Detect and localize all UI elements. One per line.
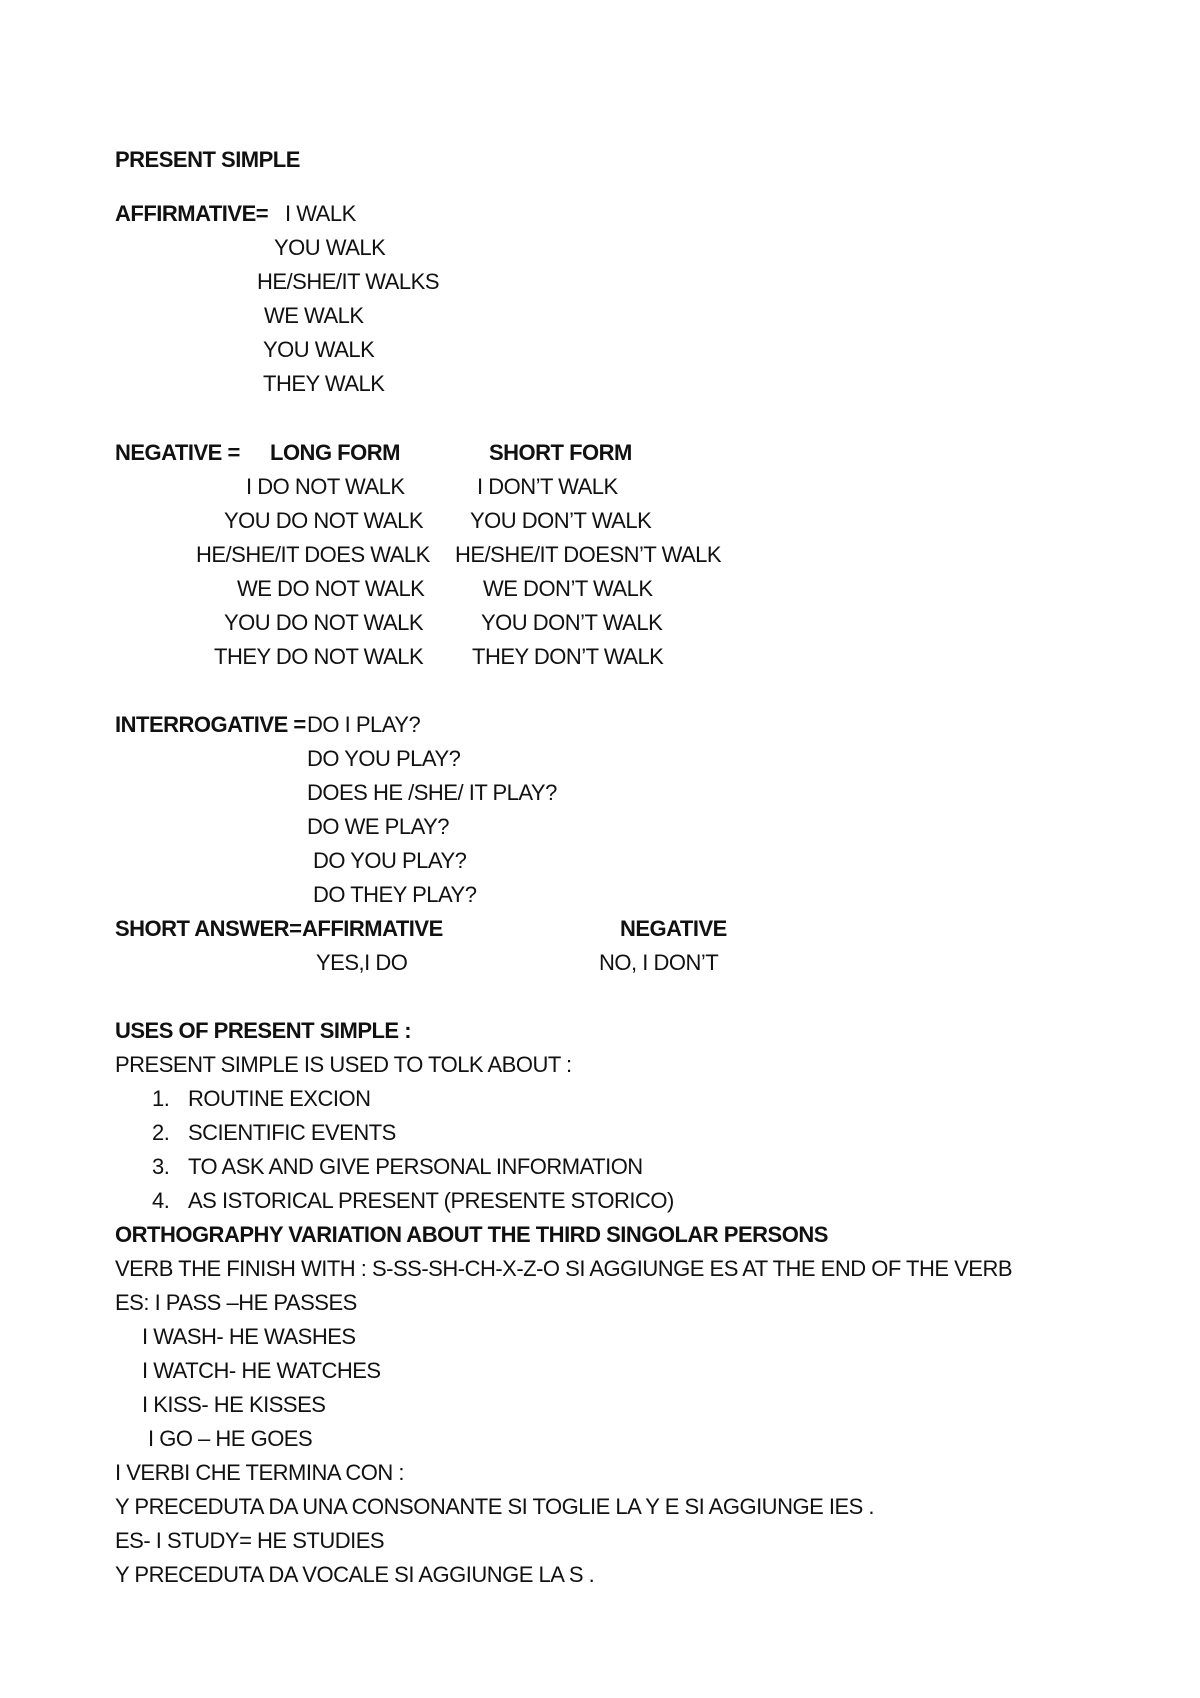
interrogative-form: DO YOU PLAY?	[313, 848, 467, 873]
interrogative-form: DO I PLAY?	[307, 712, 421, 737]
orthography-rule: VERB THE FINISH WITH : S-SS-SH-CH-X-Z-O SI AGGIUNGE ES AT THE END OF THE VERB	[115, 1256, 1013, 1281]
list-item-number: 2.	[152, 1120, 170, 1145]
orthography-example: ES: I PASS –HE PASSES	[115, 1290, 357, 1315]
affirmative-form: I WALK	[285, 201, 356, 226]
affirmative-label: AFFIRMATIVE=	[115, 201, 269, 226]
negative-short-form: YOU DON’T WALK	[481, 610, 663, 635]
affirmative-form: THEY WALK	[263, 371, 385, 396]
negative-long-form: THEY DO NOT WALK	[214, 644, 424, 669]
orthography-example: I KISS- HE KISSES	[142, 1392, 326, 1417]
verbs-intro: I VERBI CHE TERMINA CON :	[115, 1460, 405, 1485]
list-item: SCIENTIFIC EVENTS	[188, 1120, 396, 1145]
list-item: ROUTINE EXCION	[188, 1086, 371, 1111]
short-answer-affirmative-header: AFFIRMATIVE	[302, 916, 443, 941]
list-item-number: 4.	[152, 1188, 170, 1213]
negative-label: NEGATIVE =	[115, 440, 240, 465]
negative-long-form: WE DO NOT WALK	[237, 576, 425, 601]
affirmative-form: WE WALK	[264, 303, 364, 328]
negative-short-form: WE DON’T WALK	[483, 576, 653, 601]
short-answer-affirmative-example: YES,I DO	[316, 950, 408, 975]
orthography-example: I WATCH- HE WATCHES	[142, 1358, 381, 1383]
negative-short-form: THEY DON’T WALK	[472, 644, 664, 669]
list-item-number: 3.	[152, 1154, 170, 1179]
orthography-example: I GO – HE GOES	[148, 1426, 313, 1451]
list-item: AS ISTORICAL PRESENT (PRESENTE STORICO)	[188, 1188, 674, 1213]
short-answer-negative-header: NEGATIVE	[620, 916, 727, 941]
affirmative-form: HE/SHE/IT WALKS	[257, 269, 439, 294]
consonant-example: ES- I STUDY= HE STUDIES	[115, 1528, 385, 1553]
interrogative-form: DO THEY PLAY?	[313, 882, 477, 907]
negative-short-form: I DON’T WALK	[477, 474, 618, 499]
interrogative-form: DOES HE /SHE/ IT PLAY?	[307, 780, 557, 805]
orthography-heading: ORTHOGRAPHY VARIATION ABOUT THE THIRD SINGOLAR PERSONS	[115, 1222, 828, 1247]
negative-short-form: HE/SHE/IT DOESN’T WALK	[455, 542, 722, 567]
interrogative-label: INTERROGATIVE =	[115, 712, 306, 737]
affirmative-form: YOU WALK	[263, 337, 375, 362]
uses-heading: USES OF PRESENT SIMPLE :	[115, 1018, 412, 1043]
uses-intro: PRESENT SIMPLE IS USED TO TOLK ABOUT :	[115, 1052, 572, 1077]
page-title: PRESENT SIMPLE	[115, 147, 300, 172]
consonant-rule: Y PRECEDUTA DA UNA CONSONANTE SI TOGLIE LA Y E SI AGGIUNGE IES .	[115, 1494, 875, 1519]
negative-long-form: HE/SHE/IT DOES WALK	[196, 542, 430, 567]
negative-long-form: YOU DO NOT WALK	[224, 508, 424, 533]
short-form-header: SHORT FORM	[489, 440, 632, 465]
vowel-rule: Y PRECEDUTA DA VOCALE SI AGGIUNGE LA S .	[115, 1562, 595, 1587]
list-item: TO ASK AND GIVE PERSONAL INFORMATION	[188, 1154, 643, 1179]
short-answer-negative-example: NO, I DON’T	[599, 950, 719, 975]
orthography-example: I WASH- HE WASHES	[142, 1324, 356, 1349]
negative-short-form: YOU DON’T WALK	[470, 508, 652, 533]
interrogative-form: DO YOU PLAY?	[307, 746, 461, 771]
interrogative-form: DO WE PLAY?	[307, 814, 450, 839]
negative-long-form: I DO NOT WALK	[246, 474, 405, 499]
affirmative-form: YOU WALK	[274, 235, 386, 260]
list-item-number: 1.	[152, 1086, 170, 1111]
short-answer-label: SHORT ANSWER=	[115, 916, 302, 941]
long-form-header: LONG FORM	[270, 440, 400, 465]
negative-long-form: YOU DO NOT WALK	[224, 610, 424, 635]
